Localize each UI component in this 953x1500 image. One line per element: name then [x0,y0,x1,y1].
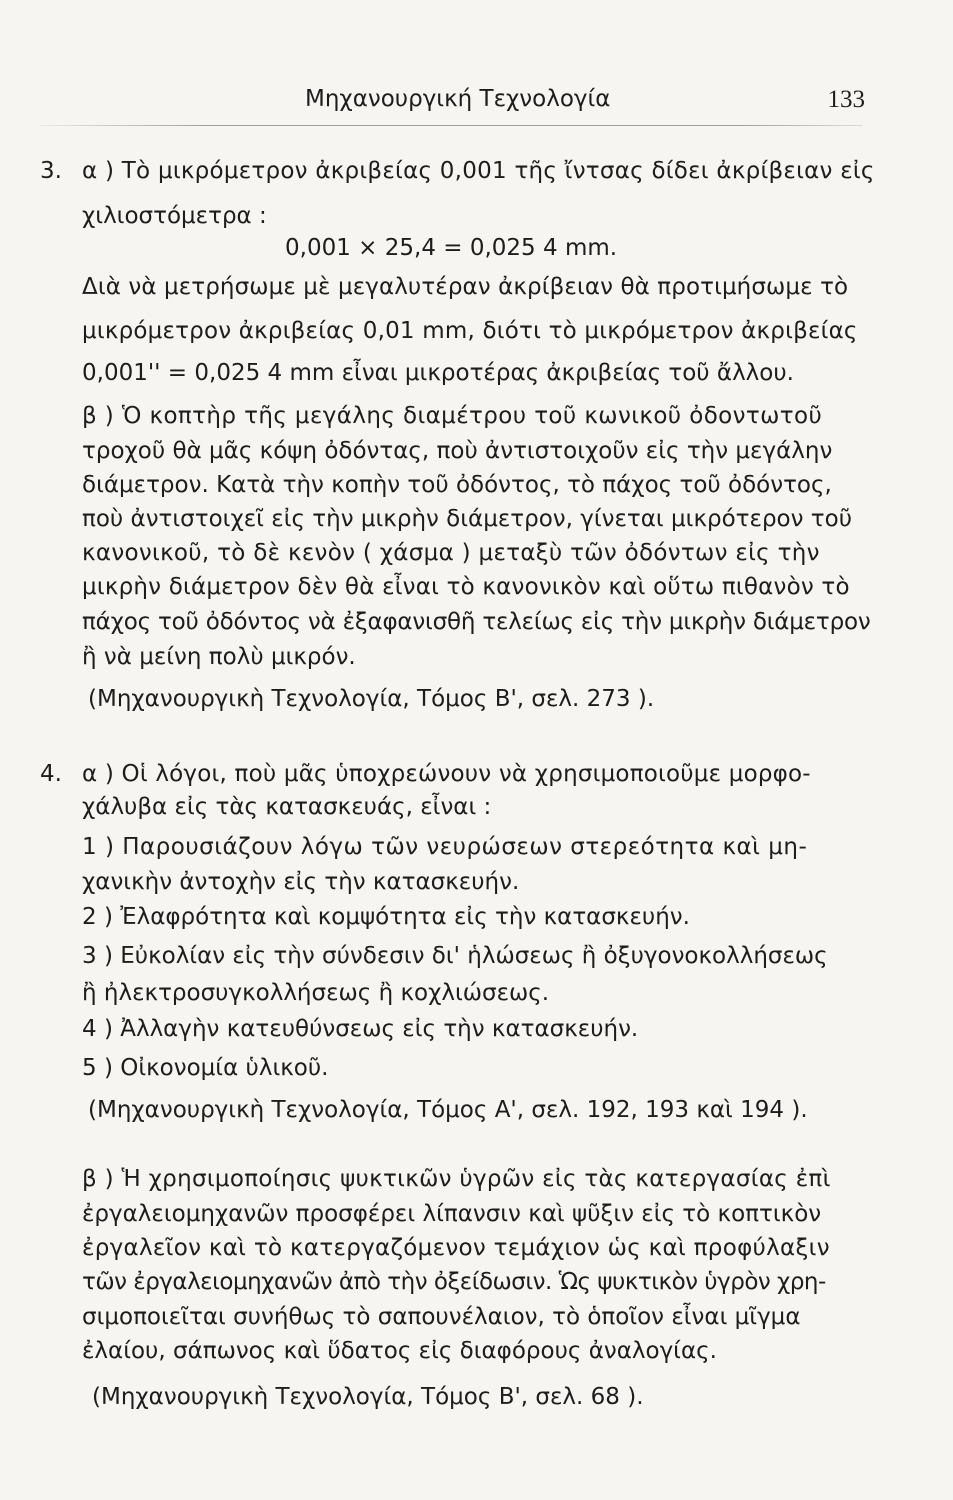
s4-a-line-8: 4 ) Ἀλλαγὴν κατευθύνσεως εἰς τὴν κατασκευήν. [82,1016,639,1042]
s4-b-line-2: ἐργαλειομηχανῶν προσφέρει λίπανσιν καὶ ψῦξιν εἰς τὸ κοπτικὸν [82,1201,822,1227]
s4-b-line-6: ἐλαίου, σάπωνος καὶ ὕδατος εἰς διαφόρους ἀναλογίας. [82,1338,717,1364]
s4-a-reference: (Μηχανουργικὴ Τεχνολογία, Τόμος Α', σελ. 192, 193 καὶ 194 ). [88,1097,808,1123]
s3-b-line-1: β ) Ὁ κοπτὴρ τῆς μεγάλης διαμέτρου τοῦ κωνικοῦ ὀδοντωτοῦ [82,403,823,429]
s4-a-line-1: α ) Οἱ λόγοι, ποὺ μᾶς ὑποχρεώνουν νὰ χρησιμοποιοῦμε μορφο- [82,761,811,787]
s4-b-reference: (Μηχανουργικὴ Τεχνολογία, Τόμος Β', σελ. 68 ). [92,1384,644,1410]
formula: 0,001 × 25,4 = 0,025 4 mm. [285,235,618,261]
s4-a-line-6: 3 ) Εὐκολίαν εἰς τὴν σύνδεσιν δι' ἡλώσεως ἢ ὀξυγονοκολλήσεως [82,943,828,969]
s3-a-cont-line-1: Διὰ νὰ μετρήσωμε μὲ μεγαλυτέραν ἀκρίβειαν θὰ προτιμήσωμε τὸ [82,274,849,300]
header-rule [40,125,863,126]
s3-reference: (Μηχανουργικὴ Τεχνολογία, Τόμος Β', σελ. 273 ). [88,686,655,712]
s4-a-line-3: 1 ) Παρουσιάζουν λόγω τῶν νευρώσεων στερεότητα καὶ μη- [82,834,808,860]
section-4-number: 4. [40,761,62,787]
s3-a-cont-line-3: 0,001'' = 0,025 4 mm εἶναι μικροτέρας ἀκριβείας τοῦ ἄλλου. [82,360,794,386]
s4-a-line-9: 5 ) Οἰκονομία ὑλικοῦ. [82,1055,329,1081]
page-number: 133 [827,86,865,113]
s3-b-line-2: τροχοῦ θὰ μᾶς κόψη ὀδόντας, ποὺ ἀντιστοιχοῦν εἰς τὴν μεγάλην [82,438,833,464]
s3-a-cont-line-2: μικρόμετρον ἀκριβείας 0,01 mm, διότι τὸ μικρόμετρον ἀκριβείας [82,318,858,344]
s3-a-line-1: α ) Τὸ μικρόμετρον ἀκριβείας 0,001 τῆς ἴντσας δίδει ἀκρίβειαν εἰς [82,158,875,184]
s4-a-line-4: χανικὴν ἀντοχὴν εἰς τὴν κατασκευήν. [82,869,520,895]
s3-b-line-6: μικρὴν διάμετρον δὲν θὰ εἶναι τὸ κανονικὸν καὶ οὕτω πιθανὸν τὸ [82,574,850,600]
s3-b-line-4: ποὺ ἀντιστοιχεῖ εἰς τὴν μικρὴν διάμετρον, γίνεται μικρότερον τοῦ [82,506,853,532]
s4-b-line-5: σιμοποιεῖται συνήθως τὸ σαπουνέλαιον, τὸ ὁποῖον εἶναι μῖγμα [82,1304,801,1330]
running-header-title: Μηχανουργική Τεχνολογία [305,86,611,112]
s3-b-line-8: ἢ νὰ μείνη πολὺ μικρόν. [82,644,356,670]
s4-b-line-4: τῶν ἐργαλειομηχανῶν ἀπὸ τὴν ὀξείδωσιν. Ὡς ψυκτικὸν ὑγρὸν χρη- [82,1269,826,1295]
s4-a-line-5: 2 ) Ἐλαφρότητα καὶ κομψότητα εἰς τὴν κατασκευήν. [82,904,690,930]
s4-b-line-3: ἐργαλεῖον καὶ τὸ κατεργαζόμενον τεμάχιον ὡς καὶ προφύλαξιν [82,1235,830,1261]
s4-a-line-7: ἢ ἠλεκτροσυγκολλήσεως ἢ κοχλιώσεως. [82,980,550,1006]
section-3-number: 3. [40,158,62,184]
s4-b-line-1: β ) Ἡ χρησιμοποίησις ψυκτικῶν ὑγρῶν εἰς τὰς κατεργασίας ἐπὶ [82,1166,831,1192]
s3-b-line-3: διάμετρον. Κατὰ τὴν κοπὴν τοῦ ὀδόντος, τὸ πάχος τοῦ ὀδόντος, [82,472,832,498]
s3-b-line-5: κανονικοῦ, τὸ δὲ κενὸν ( χάσμα ) μεταξὺ τῶν ὀδόντων εἰς τὴν [82,540,820,566]
s3-a-line-2: χιλιοστόμετρα : [82,203,267,229]
s4-a-line-2: χάλυβα εἰς τὰς κατασκευάς, εἶναι : [82,794,492,820]
s3-b-line-7: πάχος τοῦ ὀδόντος νὰ ἐξαφανισθῆ τελείως εἰς τὴν μικρὴν διάμετρον [82,609,871,635]
